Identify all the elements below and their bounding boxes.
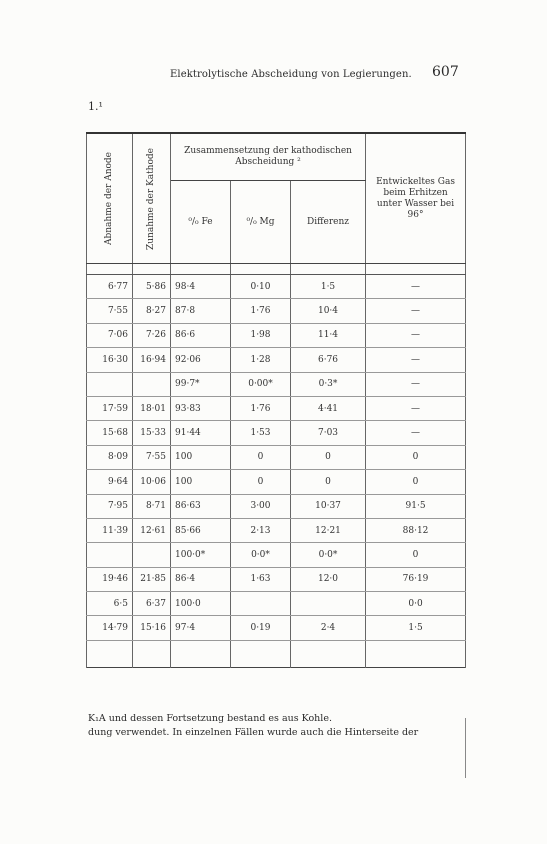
header-composition-group: Zusammensetzung der kathodischen Abscheidung ² — [171, 133, 366, 181]
page-number: 607 — [432, 64, 459, 80]
cell-mg: 1·53 — [231, 421, 291, 445]
cell-gas: 88·12 — [366, 518, 466, 542]
cell-mg: 0·00* — [231, 372, 291, 396]
cell-diff: 2·4 — [291, 616, 366, 640]
cell-anode: 9·64 — [87, 470, 133, 494]
cell-mg: 0·0* — [231, 543, 291, 567]
cell-anode: 16·30 — [87, 348, 133, 372]
cell-mg: 1·63 — [231, 567, 291, 591]
cell-diff: 11·4 — [291, 323, 366, 347]
cell-diff: 0 — [291, 470, 366, 494]
cell-gas: 0·0 — [366, 592, 466, 616]
cell-gas: — — [366, 396, 466, 420]
cell-fe: 97·4 — [171, 616, 231, 640]
header-gas: Entwickeltes Gas beim Erhitzen unter Wasser bei 96° — [366, 133, 466, 264]
cell-fe: 100 — [171, 470, 231, 494]
section-mark: 1.¹ — [88, 100, 103, 113]
cell-gas: 0 — [366, 470, 466, 494]
cell-mg: 1·76 — [231, 396, 291, 420]
cell-diff: 1·5 — [291, 275, 366, 299]
cell-kathode: 7·55 — [133, 445, 171, 469]
cell-anode — [87, 543, 133, 567]
cell-fe: 91·44 — [171, 421, 231, 445]
cell-diff: 10·37 — [291, 494, 366, 518]
cell-kathode: 5·86 — [133, 275, 171, 299]
cell-anode: 6·77 — [87, 275, 133, 299]
header-anode: Abnahme der Anode — [87, 133, 133, 264]
cell-fe: 98·4 — [171, 275, 231, 299]
cell-kathode: 15·16 — [133, 616, 171, 640]
cell-gas: — — [366, 299, 466, 323]
table-row — [87, 518, 466, 542]
table-row — [87, 592, 466, 616]
cell-fe: 86·6 — [171, 323, 231, 347]
cell-kathode: 15·33 — [133, 421, 171, 445]
cell-gas: 0 — [366, 445, 466, 469]
cell-kathode: 12·61 — [133, 518, 171, 542]
cell-diff: 12·0 — [291, 567, 366, 591]
cell-gas: 91·5 — [366, 494, 466, 518]
table-spacer-row — [87, 264, 466, 275]
cell-fe: 100 — [171, 445, 231, 469]
cell-anode: 14·79 — [87, 616, 133, 640]
cell-anode: 11·39 — [87, 518, 133, 542]
table-row — [87, 494, 466, 518]
cell-fe: 92·06 — [171, 348, 231, 372]
cell-fe: 86·4 — [171, 567, 231, 591]
cell-diff: 6·76 — [291, 348, 366, 372]
cell-gas: — — [366, 275, 466, 299]
table-row — [87, 372, 466, 396]
cell-diff: 0 — [291, 445, 366, 469]
cell-gas: 0 — [366, 543, 466, 567]
table-row — [87, 616, 466, 640]
cell-diff: 10·4 — [291, 299, 366, 323]
table-row — [87, 543, 466, 567]
cell-kathode: 21·85 — [133, 567, 171, 591]
cell-fe: 93·83 — [171, 396, 231, 420]
cell-mg: 3·00 — [231, 494, 291, 518]
cell-mg — [231, 592, 291, 616]
cell-gas: — — [366, 348, 466, 372]
cell-kathode: 8·27 — [133, 299, 171, 323]
cell-fe: 100·0 — [171, 592, 231, 616]
cell-kathode: 10·06 — [133, 470, 171, 494]
cell-diff: 0·3* — [291, 372, 366, 396]
cell-anode: 17·59 — [87, 396, 133, 420]
table-row — [87, 396, 466, 420]
running-header-title: Elektrolytische Abscheidung von Legierungen. — [170, 69, 412, 80]
cell-gas: — — [366, 372, 466, 396]
cell-anode: 7·06 — [87, 323, 133, 347]
cell-kathode: 7·26 — [133, 323, 171, 347]
cell-anode — [87, 372, 133, 396]
cell-anode: 7·55 — [87, 299, 133, 323]
table-row — [87, 299, 466, 323]
cell-anode: 7·95 — [87, 494, 133, 518]
table-end-row — [87, 640, 466, 667]
cell-gas: 76·19 — [366, 567, 466, 591]
footnote-line-1: K₁A und dessen Fortsetzung bestand es aus Kohle. — [88, 713, 332, 724]
cell-diff: 0·0* — [291, 543, 366, 567]
table-body — [87, 264, 466, 668]
cell-mg: 1·98 — [231, 323, 291, 347]
cell-diff: 7·03 — [291, 421, 366, 445]
cell-fe: 85·66 — [171, 518, 231, 542]
table-row — [87, 275, 466, 299]
cell-mg: 0·19 — [231, 616, 291, 640]
cell-fe: 100·0* — [171, 543, 231, 567]
cell-fe: 99·7* — [171, 372, 231, 396]
cell-diff: 4·41 — [291, 396, 366, 420]
margin-rule — [465, 718, 466, 778]
cell-mg: 1·28 — [231, 348, 291, 372]
table-row — [87, 323, 466, 347]
cell-anode: 6·5 — [87, 592, 133, 616]
cell-diff — [291, 592, 366, 616]
cell-kathode — [133, 543, 171, 567]
cell-fe: 87·8 — [171, 299, 231, 323]
cell-mg: 1·76 — [231, 299, 291, 323]
cell-kathode: 6·37 — [133, 592, 171, 616]
cell-kathode — [133, 372, 171, 396]
header-kathode: Zunahme der Kathode — [133, 133, 171, 264]
cell-kathode: 8·71 — [133, 494, 171, 518]
table-row — [87, 421, 466, 445]
header-fe: ⁰/₀ Fe — [171, 181, 231, 264]
cell-kathode: 16·94 — [133, 348, 171, 372]
cell-gas: — — [366, 323, 466, 347]
cell-gas: 1·5 — [366, 616, 466, 640]
footnote-line-2: dung verwendet. In einzelnen Fällen wurde auch die Hinterseite der — [88, 727, 419, 738]
cell-kathode: 18·01 — [133, 396, 171, 420]
cell-gas: — — [366, 421, 466, 445]
cell-fe: 86·63 — [171, 494, 231, 518]
header-mg: ⁰/₀ Mg — [231, 181, 291, 264]
cell-mg: 0 — [231, 445, 291, 469]
table-row — [87, 470, 466, 494]
cell-mg: 0·10 — [231, 275, 291, 299]
table-row — [87, 445, 466, 469]
table-row — [87, 567, 466, 591]
data-table — [86, 132, 466, 668]
cell-mg: 0 — [231, 470, 291, 494]
cell-anode: 8·09 — [87, 445, 133, 469]
table-row — [87, 348, 466, 372]
cell-anode: 15·68 — [87, 421, 133, 445]
header-diff: Differenz — [291, 181, 366, 264]
cell-mg: 2·13 — [231, 518, 291, 542]
cell-diff: 12·21 — [291, 518, 366, 542]
cell-anode: 19·46 — [87, 567, 133, 591]
